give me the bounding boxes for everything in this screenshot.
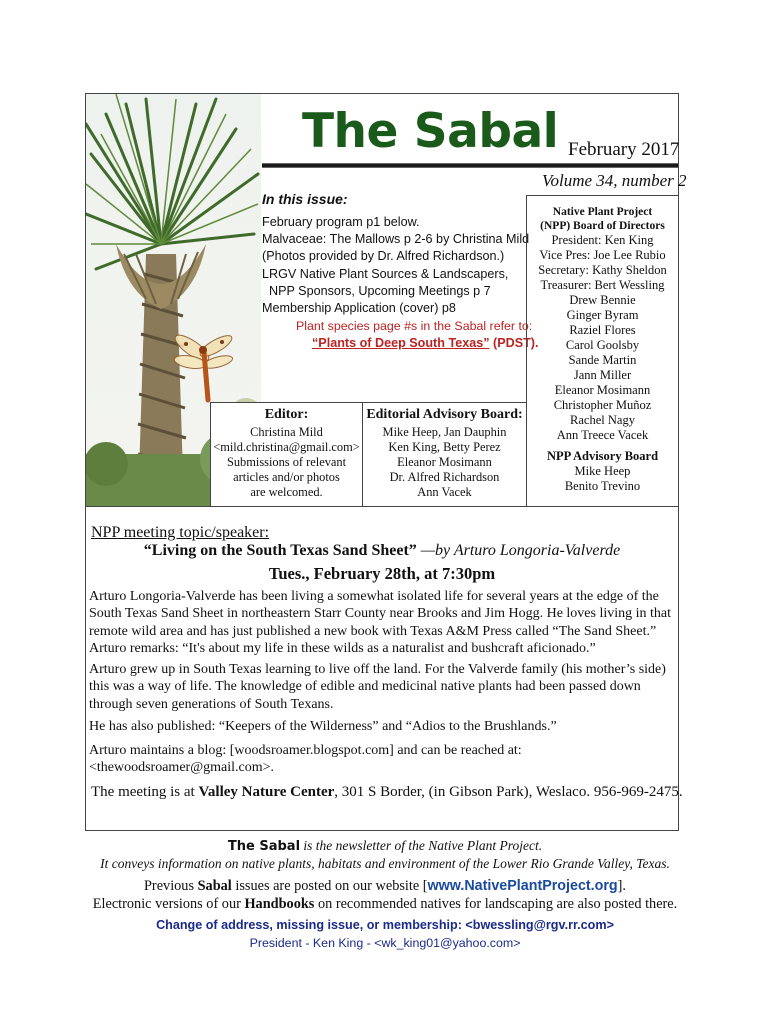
pdst-reference: [312, 337, 539, 350]
in-this-issue-heading: In this issue:: [262, 191, 348, 207]
editor-line: are welcomed.: [250, 485, 323, 499]
species-note: Plant species page #s in the Sabal refer to:: [296, 319, 533, 333]
editorial-advisory-heading: Editorial Advisory Board:: [366, 407, 523, 422]
meeting-topic-label: NPP meeting topic/speaker:: [91, 524, 270, 541]
footer-contact-president[interactable]: President - Ken King - <wk_king01@yahoo.com>: [249, 936, 521, 950]
board-member: Secretary: Kathy Sheldon: [538, 263, 667, 277]
talk-title-line: [85, 543, 679, 559]
talk-title: “Living on the South Texas Sand Sheet”: [143, 542, 417, 559]
editorial-line: Dr. Alfred Richardson: [389, 470, 500, 484]
issue-line: Malvaceae: The Mallows p 2-6 by Christina Mild: [262, 232, 530, 247]
footer-text: Handbooks: [244, 896, 315, 912]
section-divider: [85, 506, 679, 507]
advisory-member: Mike Heep: [574, 464, 631, 478]
board-member: Drew Bennie: [569, 293, 636, 307]
editor-email[interactable]: <mild.christina@gmail.com>: [213, 440, 360, 454]
editorial-line: Ann Vacek: [417, 485, 472, 499]
footer-line-1: [0, 839, 770, 853]
issue-line: Membership Application (cover) p8: [262, 301, 456, 316]
footer-text: Sabal: [197, 878, 232, 894]
editor-heading: Editor:: [264, 407, 309, 422]
board-member: Eleanor Mosimann: [554, 383, 651, 397]
location-name: Valley Nature Center: [198, 784, 335, 800]
editorial-advisory-box: [363, 402, 526, 506]
footer-text: on recommended natives for landscaping are also posted there.: [314, 896, 678, 912]
body-paragraph: He has also published: “Keepers of the Wilderness” and “Adios to the Brushlands.”: [89, 719, 557, 734]
footer-contact-membership[interactable]: Change of address, missing issue, or membership: <bwessling@rgv.rr.com>: [156, 918, 614, 932]
footer-line-3: [0, 879, 770, 893]
in-this-issue-list: [262, 214, 529, 317]
board-member: Carol Goolsby: [565, 338, 640, 352]
footer-line-2: It conveys information on native plants, habitats and environment of the Lower Rio Grande Valley, Texas.: [100, 856, 670, 871]
talk-byline: —by Arturo Longoria-Valverde: [416, 542, 621, 559]
board-of-directors: [526, 195, 678, 506]
footer-text: Electronic versions of our: [92, 896, 245, 912]
footer-text: issues are posted on our website [: [231, 878, 428, 894]
pdst-suffix: (PDST).: [489, 336, 539, 350]
location-prefix: The meeting is at: [91, 784, 199, 800]
editor-line: Christina Mild: [250, 425, 323, 439]
footer-text: is the newsletter of the Native Plant Project.: [300, 838, 543, 853]
board-member: Raziel Flores: [569, 323, 636, 337]
board-member: Treasurer: Bert Wessling: [540, 278, 665, 292]
board-member: Jann Miller: [573, 368, 632, 382]
masthead-rule: [262, 163, 678, 168]
editor-box: [210, 402, 363, 506]
board-heading: (NPP) Board of Directors: [540, 220, 665, 232]
footer-sabal: The Sabal: [227, 839, 301, 854]
pdst-link[interactable]: “Plants of Deep South Texas”: [312, 336, 490, 350]
board-member: Christopher Muñoz: [553, 398, 652, 412]
issue-date: February 2017: [568, 139, 680, 160]
board-member: President: Ken King: [551, 233, 654, 247]
footer-text: ].: [617, 878, 627, 894]
dragonfly-icon: [172, 330, 236, 406]
issue-line: February program p1 below.: [262, 215, 420, 229]
body-paragraph: Arturo Longoria-Valverde has been living a somewhat isolated life for several years at the edge of the South Texas Sand Sheet in northeastern Starr County near Brooks and Jim Hogg. He loves living in that remote wild area and has just published a new book with Texas A&M Press called “The Sand Sheet.” Arturo remarks: “It's about my life in these wilds as a naturalist and bushcraft aficionado.”: [89, 589, 672, 656]
website-link[interactable]: www.NativePlantProject.org: [427, 878, 618, 894]
newsletter-title: The Sabal: [302, 104, 559, 159]
footer-text: Previous: [143, 878, 198, 894]
editor-line: Submissions of relevant: [226, 455, 347, 469]
meeting-location: [91, 785, 683, 800]
board-member: Vice Pres: Joe Lee Rubio: [539, 248, 666, 262]
body-paragraph: Arturo maintains a blog: [woodsroamer.blogspot.com] and can be reached at: <thewoodsroamer@gmail.com>.: [89, 743, 522, 776]
board-member: Ann Treece Vacek: [556, 428, 649, 442]
issue-line: (Photos provided by Dr. Alfred Richardson.): [262, 249, 505, 264]
volume-number: Volume 34, number 2: [542, 171, 687, 190]
editorial-line: Mike Heep, Jan Dauphin: [382, 425, 507, 439]
board-member: Sande Martin: [568, 353, 637, 367]
editorial-line: Ken King, Betty Perez: [388, 440, 501, 454]
board-member: Ginger Byram: [566, 308, 639, 322]
issue-line: LRGV Native Plant Sources & Landscapers,: [262, 266, 509, 281]
board-heading: Native Plant Project: [552, 206, 653, 218]
editorial-line: Eleanor Mosimann: [397, 455, 492, 469]
location-address: , 301 S Border, (in Gibson Park), Weslaco. 956-969-2475.: [334, 784, 683, 800]
issue-line: NPP Sponsors, Upcoming Meetings p 7: [262, 283, 491, 298]
board-member: Rachel Nagy: [570, 413, 635, 427]
body-paragraph: Arturo grew up in South Texas learning to live off the land. For the Valverde family (his mother’s side) this was a way of life. The knowledge of edible and medicinal native plants had been passed down through seven generations of South Texans.: [89, 662, 666, 712]
footer-line-4: [0, 897, 770, 911]
advisory-member: Benito Trevino: [564, 479, 641, 493]
advisory-board-heading: NPP Advisory Board: [546, 449, 659, 463]
meeting-time: Tues., February 28th, at 7:30pm: [268, 564, 496, 583]
editor-line: articles and/or photos: [233, 470, 340, 484]
